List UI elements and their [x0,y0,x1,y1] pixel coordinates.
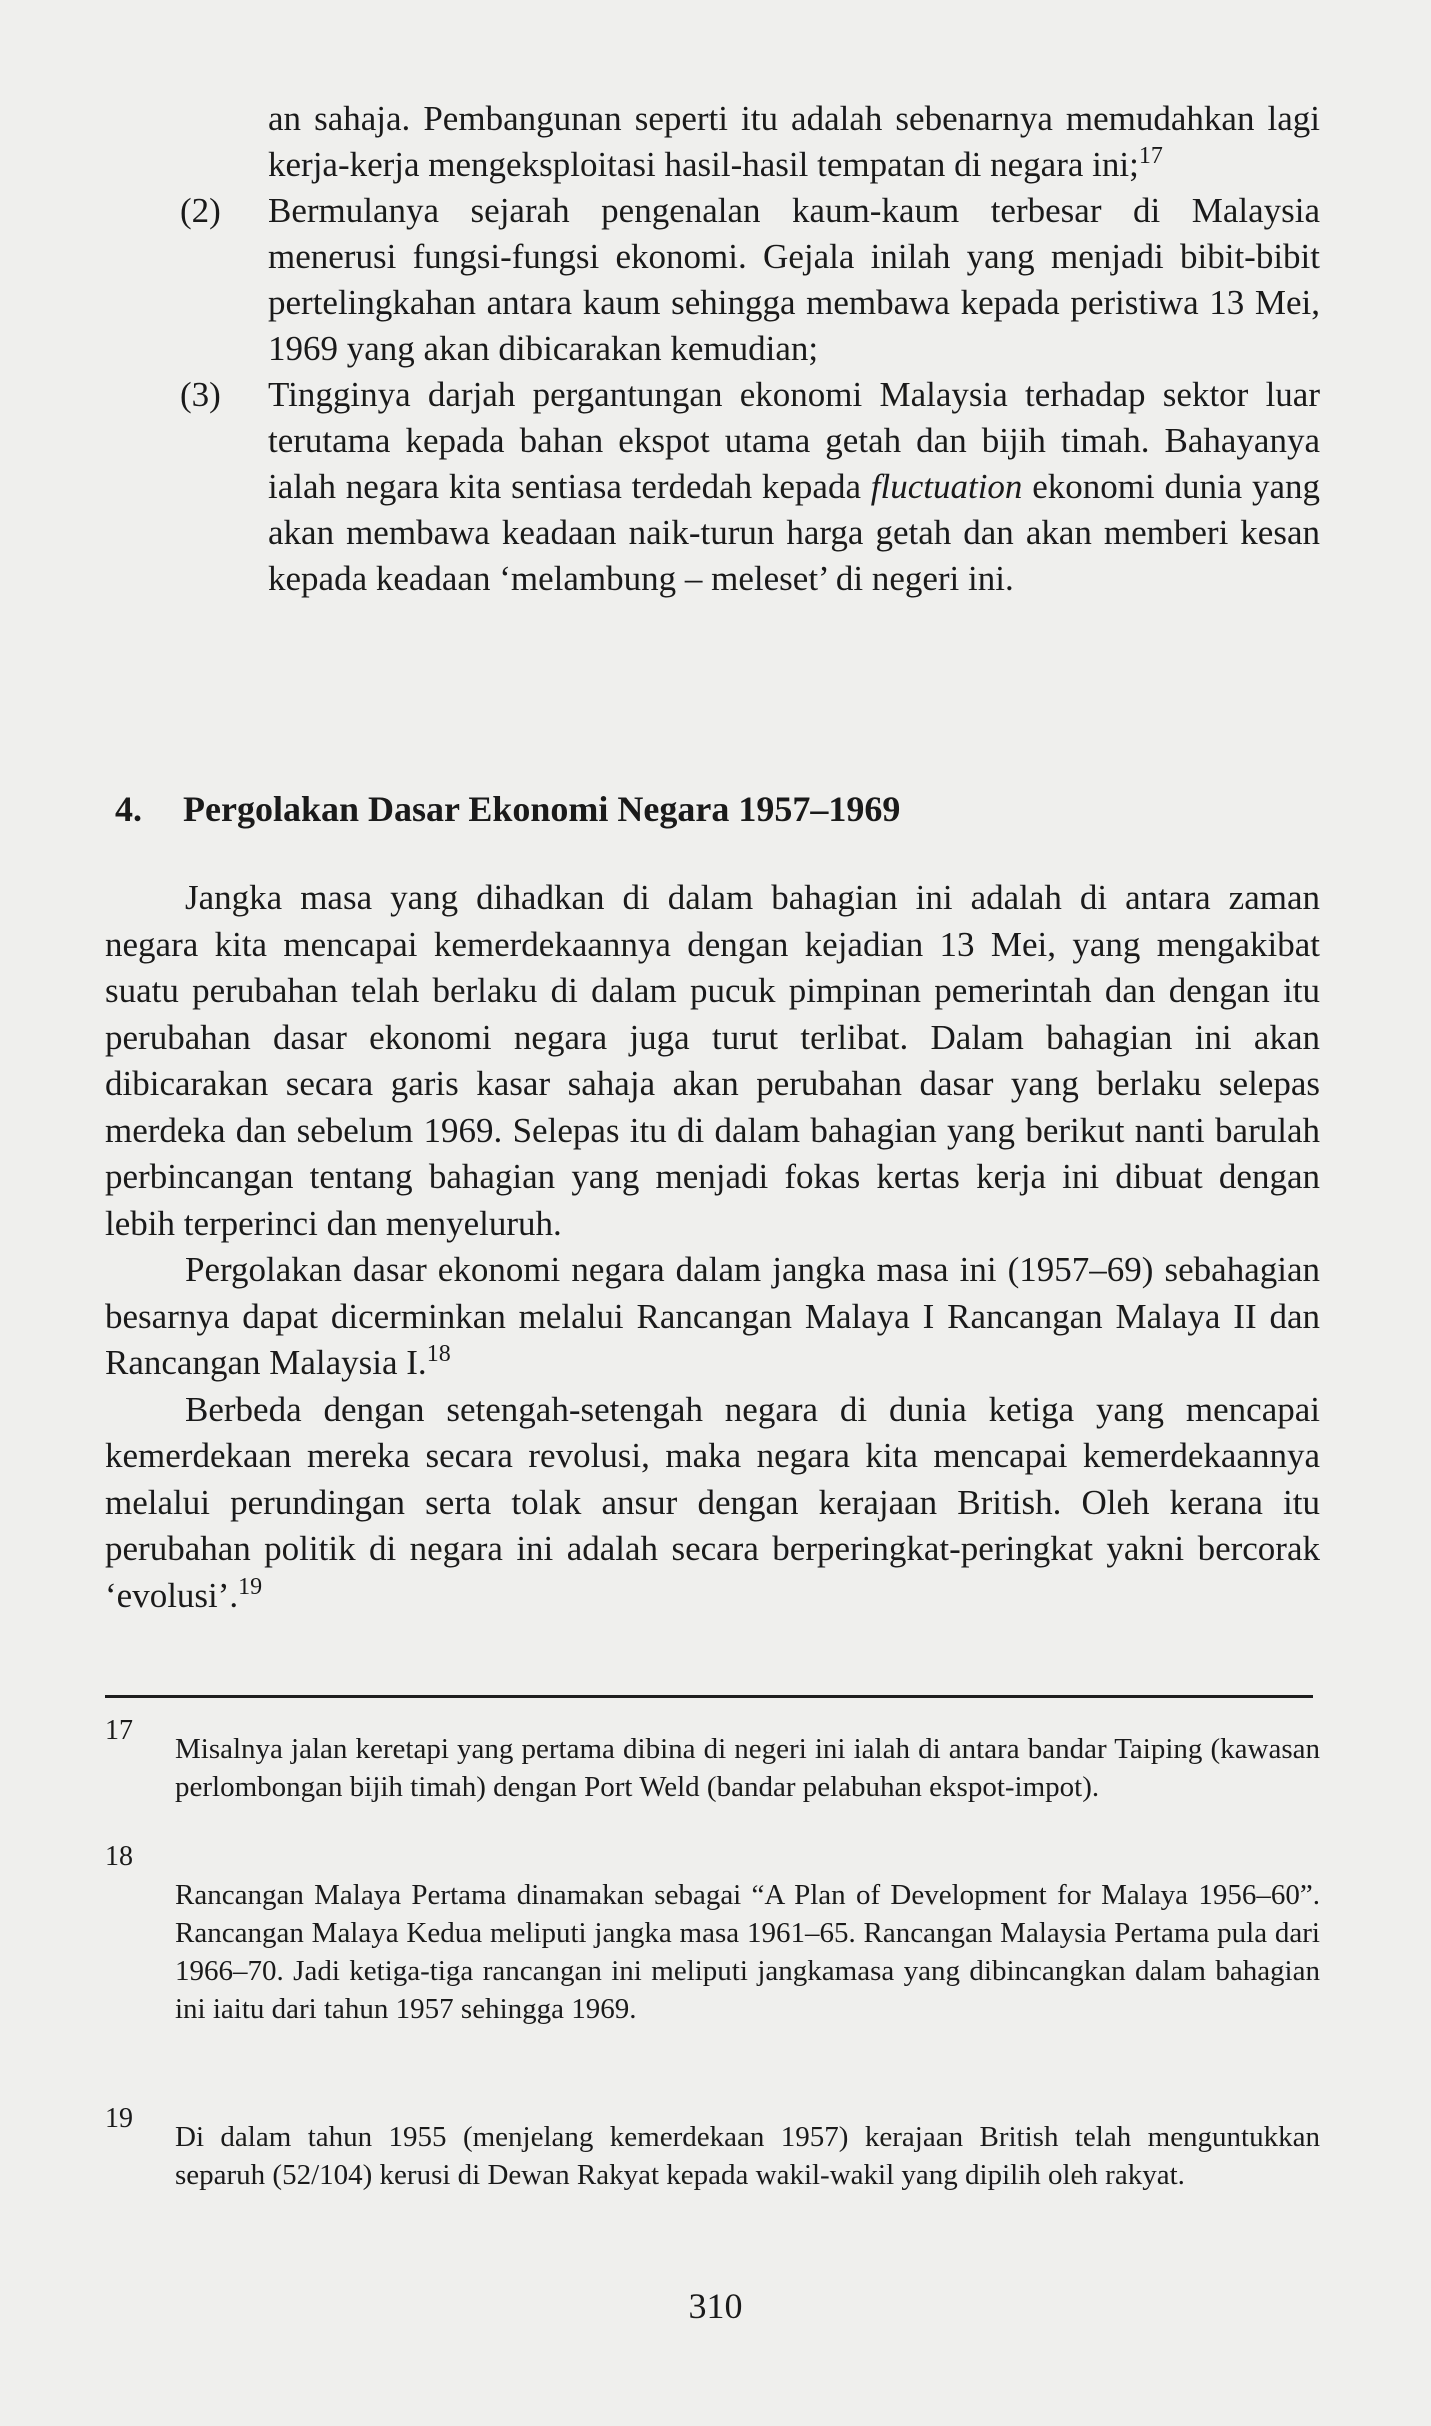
list-item-2 [180,188,1320,372]
section-heading [115,786,900,832]
list-item-text: Bermulanya sejarah pengenalan kaum-kaum terbesar di Malaysia menerusi fungsi-fungsi ekonomi. Gejala inilah yang menjadi bibit-bibit pertelingkahan antara kaum sehingga membawa kepada peristiwa 13 Mei, 1969 yang akan dibicarakan kemudian; [268,191,1320,368]
footnote-text: Rancangan Malaya Pertama dinamakan sebagai “A Plan of Development for Malaya 1956–60”. Rancangan Malaya Kedua meliputi jangka masa 1961–65. Rancangan Malaysia Pertama pula dari 1966–70. Jadi ketiga-tiga rancangan ini meliputi jangkamasa yang dibincangkan dalam bahagian ini iaitu dari tahun 1957 sehingga 1969. [175,1879,1320,2025]
list-item-3 [180,372,1320,602]
footnote-18 [105,1838,1320,2028]
footnote-text: Misalnya jalan keretapi yang pertama dibina di negeri ini ialah di antara bandar Taiping (kawasan perlombongan bijih timah) dengan Port Weld (bandar pelabuhan ekspot-impot). [175,1733,1320,1803]
footnote-17 [105,1712,1320,1806]
list-item-continuation [180,96,1320,188]
list-item-text: Tingginya darjah pergantungan ekonomi Malaysia terhadap sektor luar terutama kepada bahan ekspot utama getah dan bijih timah. Bahayanya ialah negara kita sentiasa terdedah kepada fluctuation ekonomi dunia yang akan membawa keadaan naik-turun harga getah dan akan memberi kesan kepada keadaan ‘melambung – meleset’ di negeri ini. [268,375,1321,598]
list-item-number: (3) [180,375,221,414]
footnote-number: 17 [105,1715,133,1746]
paragraph: Berbeda dengan setengah-setengah negara di dunia ketiga yang mencapai kemerdekaan mereka secara revolusi, maka negara kita mencapai kemerdekaannya melalui perundingan serta tolak ansur dengan kerajaan British. Oleh kerana itu perubahan politik di negara ini adalah secara berperingkat-peringkat yakni bercorak ‘evolusi’.$^{19}$ [105,1389,1320,1615]
footnote-divider [105,1695,1313,1698]
footnote-text: Di dalam tahun 1955 (menjelang kemerdekaan 1957) kerajaan British telah menguntukkan separuh (52/104) kerusi di Dewan Rakyat kepada wakil-wakil yang dipilih oleh rakyat. [175,2121,1320,2191]
paragraph: Jangka masa yang dihadkan di dalam bahagian ini adalah di antara zaman negara kita mencapai kemerdekaannya dengan kejadian 13 Mei, yang mengakibat suatu perubahan telah berlaku di dalam pucuk pimpinan pemerintah dan dengan itu perubahan dasar ekonomi negara juga turut terlibat. Dalam bahagian ini akan dibicarakan secara garis kasar sahaja akan perubahan dasar yang berlaku selepas merdeka dan sebelum 1969. Selepas itu di dalam bahagian yang berikut nanti barulah perbincangan tentang bahagian yang menjadi fokas kertas kerja ini dibuat dengan lebih terperinci dan menyeluruh. [105,878,1320,1243]
footnote-19 [105,2100,1320,2194]
footnote-ref-18[interactable]: 18 [426,1341,451,1367]
section-number: 4. [115,789,142,829]
numbered-list [180,96,1320,602]
footnote-ref-17[interactable]: 17 [1138,143,1163,169]
footnote-ref-19[interactable]: 19 [238,1573,263,1600]
paragraph: Pergolakan dasar ekonomi negara dalam jangka masa ini (1957–69) sebahagian besarnya dapat dicerminkan melalui Rancangan Malaya I Rancangan Malaya II dan Rancangan Malaysia I.$^{18}$ [105,1250,1320,1382]
body-text [105,875,1320,1619]
section-title: Pergolakan Dasar Ekonomi Negara 1957–1969 [183,789,901,829]
list-item-number: (2) [180,191,221,230]
page-number: 310 [688,2286,743,2326]
footnote-number: 19 [105,2103,133,2134]
italic-term: fluctuation [870,467,1023,506]
footnote-number: 18 [105,1841,133,1872]
list-item-text: an sahaja. Pembangunan seperti itu adalah sebenarnya memudahkan lagi kerja-kerja mengeksploitasi hasil-hasil tempatan di negara ini;$^{17}$ [268,99,1320,184]
